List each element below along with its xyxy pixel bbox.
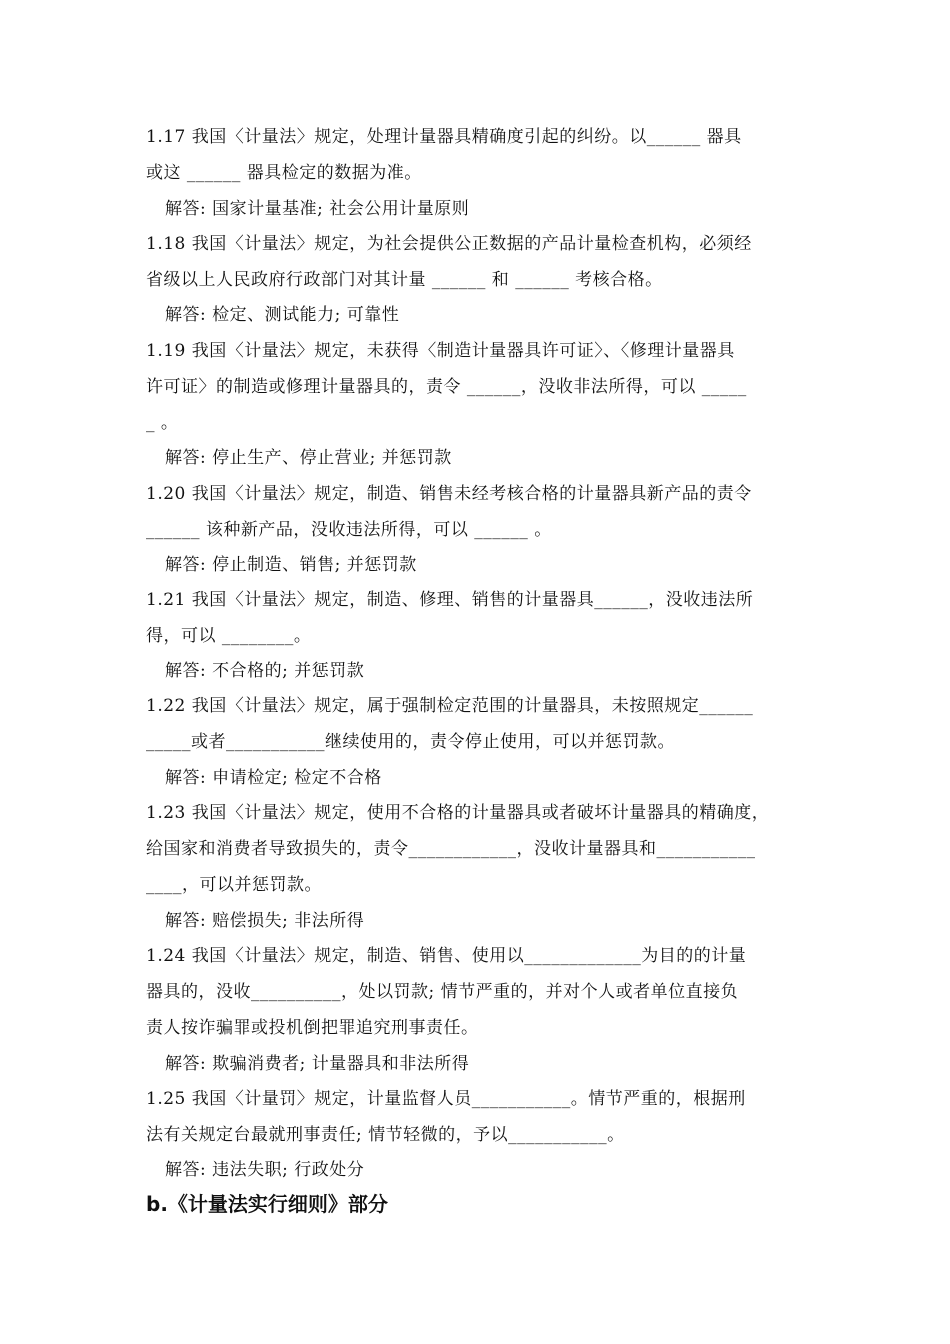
question-1-21-line-2: 得，可以 ________。: [146, 626, 312, 646]
question-1-20-line-1: 1.20 我国〈计量法〉规定，制造、销售未经考核合格的计量器具新产品的责令: [146, 484, 752, 504]
answer-1-23: 解答: 赔偿损失; 非法所得: [165, 911, 365, 931]
question-1-23-line-2: 给国家和消费者导致损失的，责令____________，没收计量器具和___________: [146, 839, 756, 859]
answer-1-24: 解答: 欺骗消费者; 计量器具和非法所得: [165, 1054, 470, 1074]
question-1-18-line-1: 1.18 我国〈计量法〉规定，为社会提供公正数据的产品计量检查机构，必须经: [146, 234, 752, 254]
question-1-21-line-1: 1.21 我国〈计量法〉规定，制造、修理、销售的计量器具______，没收违法所: [146, 590, 754, 610]
question-1-24-line-2: 器具的，没收__________，处以罚款; 情节严重的，并对个人或者单位直接负: [146, 982, 739, 1002]
answer-1-18: 解答: 检定、测试能力; 可靠性: [165, 305, 400, 325]
question-1-24-line-1: 1.24 我国〈计量法〉规定，制造、销售、使用以_____________为目的的计量: [146, 946, 747, 966]
question-1-24-line-3: 责人按诈骗罪或投机倒把罪追究刑事责任。: [146, 1018, 479, 1038]
question-1-17-line-2: 或这 ______ 器具检定的数据为准。: [146, 163, 422, 183]
question-1-18-line-2: 省级以上人民政府行政部门对其计量 ______ 和 ______ 考核合格。: [146, 270, 663, 290]
answer-1-20: 解答: 停止制造、销售; 并惩罚款: [165, 555, 417, 575]
question-1-22-line-1: 1.22 我国〈计量法〉规定，属于强制检定范围的计量器具，未按照规定______: [146, 696, 754, 716]
question-1-20-line-2: ______ 该种新产品，没收违法所得，可以 ______ 。: [146, 520, 552, 540]
answer-1-19: 解答: 停止生产、停止营业; 并惩罚款: [165, 448, 452, 468]
question-1-17-line-1: 1.17 我国〈计量法〉规定，处理计量器具精确度引起的纠纷。以______ 器具: [146, 127, 742, 147]
answer-1-21: 解答: 不合格的; 并惩罚款: [165, 661, 365, 681]
answer-1-25: 解答: 违法失职; 行政处分: [165, 1160, 365, 1180]
section-heading: b.《计量法实行细则》部分: [146, 1192, 388, 1216]
answer-1-17: 解答: 国家计量基准; 社会公用计量原则: [165, 199, 470, 219]
question-1-19-line-1: 1.19 我国〈计量法〉规定，未获得〈制造计量器具许可证〉、〈修理计量器具: [146, 341, 735, 361]
answer-1-22: 解答: 申请检定; 检定不合格: [165, 768, 382, 788]
question-1-23-line-1: 1.23 我国〈计量法〉规定，使用不合格的计量器具或者破坏计量器具的精确度，: [146, 803, 770, 823]
question-1-25-line-2: 法有关规定台最就刑事责任; 情节轻微的，予以___________。: [146, 1125, 625, 1145]
question-1-19-line-2: 许可证〉的制造或修理计量器具的，责令 ______，没收非法所得，可以 _____: [146, 377, 747, 397]
question-1-19-line-3: _ 。: [146, 413, 179, 433]
question-1-22-line-2: _____或者___________继续使用的，责令停止使用，可以并惩罚款。: [146, 732, 675, 752]
question-1-25-line-1: 1.25 我国〈计量罚〉规定，计量监督人员___________。情节严重的，根据刑: [146, 1089, 746, 1109]
question-1-23-line-3: ____，可以并惩罚款。: [146, 875, 322, 895]
